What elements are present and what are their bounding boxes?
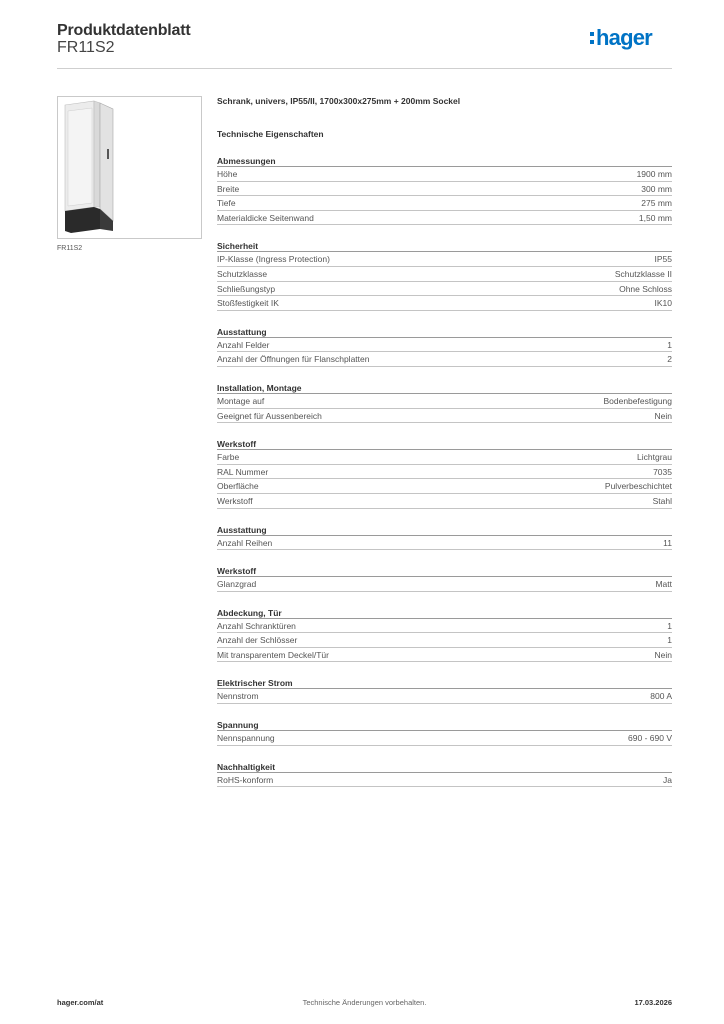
spec-group: [217, 719, 672, 746]
spec-row: [217, 773, 672, 788]
spec-label: Glanzgrad: [217, 579, 257, 590]
hager-logo: [590, 26, 672, 52]
spec-group: [217, 565, 672, 592]
spec-label: RAL Nummer: [217, 466, 269, 477]
spec-value: Matt: [655, 579, 672, 590]
spec-group: [217, 240, 672, 310]
spec-row: [217, 196, 672, 211]
spec-group-title: Werkstoff: [217, 438, 672, 450]
spec-row: [217, 394, 672, 409]
spec-group: [217, 524, 672, 551]
spec-group-title: Ausstattung: [217, 524, 672, 536]
spec-row: [217, 479, 672, 494]
header-divider: [57, 68, 672, 69]
spec-label: Mit transparentem Deckel/Tür: [217, 649, 329, 660]
spec-group: [217, 761, 672, 788]
spec-value: Stahl: [652, 495, 672, 506]
spec-row: [217, 465, 672, 480]
spec-value: 275 mm: [641, 198, 672, 209]
spec-value: Nein: [654, 410, 672, 421]
spec-group: [217, 438, 672, 508]
spec-group-title: Ausstattung: [217, 326, 672, 338]
spec-row: [217, 182, 672, 197]
spec-value: Ja: [663, 774, 672, 785]
spec-value: 1,50 mm: [638, 212, 672, 223]
spec-value: 1: [667, 339, 672, 350]
spec-label: Anzahl der Öffnungen für Flanschplatten: [217, 354, 370, 365]
spec-value: Lichtgrau: [637, 452, 672, 463]
spec-row: [217, 338, 672, 353]
spec-value: 1: [667, 620, 672, 631]
spec-label: Anzahl der Schlösser: [217, 635, 298, 646]
spec-row: [217, 267, 672, 282]
product-code: FR11S2: [57, 39, 115, 56]
spec-label: Nennspannung: [217, 733, 275, 744]
spec-value: 7035: [653, 466, 672, 477]
spec-row: [217, 167, 672, 182]
footer-website: hager.com/at: [57, 998, 104, 1007]
spec-label: Breite: [217, 183, 240, 194]
spec-group-title: Installation, Montage: [217, 382, 672, 394]
footer-date: 17.03.2026: [634, 998, 672, 1007]
spec-label: Anzahl Felder: [217, 339, 270, 350]
spec-value: 2: [667, 354, 672, 365]
spec-row: [217, 450, 672, 465]
spec-row: [217, 648, 672, 663]
technical-properties-heading: Technische Eigenschaften: [217, 129, 324, 139]
spec-label: RoHS-konform: [217, 774, 274, 785]
spec-value: IK10: [654, 298, 672, 309]
spec-group: [217, 607, 672, 663]
spec-group: [217, 677, 672, 704]
spec-value: 800 A: [650, 691, 672, 702]
spec-label: Höhe: [217, 169, 238, 179]
spec-label: Schutzklasse: [217, 268, 268, 279]
image-caption: FR11S2: [57, 245, 83, 252]
spec-label: Anzahl Reihen: [217, 537, 273, 548]
spec-value: Nein: [654, 649, 672, 660]
spec-label: Stoßfestigkeit IK: [217, 298, 279, 309]
spec-value: Ohne Schloss: [619, 283, 672, 294]
spec-row: [217, 536, 672, 551]
spec-group-title: Nachhaltigkeit: [217, 761, 672, 773]
spec-label: Schließungstyp: [217, 283, 276, 294]
spec-value: 11: [663, 537, 672, 548]
spec-group-title: Sicherheit: [217, 240, 672, 252]
spec-row: [217, 409, 672, 424]
page-footer: [57, 998, 672, 1010]
spec-row: [217, 689, 672, 704]
spec-value: 690 - 690 V: [628, 733, 672, 744]
spec-row: [217, 633, 672, 648]
spec-row: [217, 296, 672, 311]
spec-row: [217, 619, 672, 634]
logo-text: hager: [596, 26, 652, 50]
spec-label: Anzahl Schranktüren: [217, 620, 296, 631]
spec-group-title: Werkstoff: [217, 565, 672, 577]
spec-label: Materialdicke Seitenwand: [217, 212, 314, 223]
spec-row: [217, 577, 672, 592]
spec-value: 1: [667, 635, 672, 646]
spec-value: Pulverbeschichtet: [604, 481, 672, 492]
spec-value: 300 mm: [641, 183, 672, 194]
spec-group-title: Elektrischer Strom: [217, 677, 672, 689]
spec-row: [217, 282, 672, 297]
spec-label: Oberfläche: [217, 481, 259, 492]
spec-group: [217, 326, 672, 367]
spec-row: [217, 252, 672, 267]
spec-group-title: Abdeckung, Tür: [217, 607, 672, 619]
spec-value: IP55: [654, 254, 672, 265]
spec-group-title: Spannung: [217, 719, 672, 731]
spec-group: [217, 382, 672, 423]
spec-content: [217, 96, 672, 787]
spec-value: Schutzklasse II: [614, 268, 672, 279]
spec-label: Montage auf: [217, 395, 265, 406]
spec-label: Farbe: [217, 452, 240, 463]
footer-notice: Technische Änderungen vorbehalten.: [302, 998, 427, 1007]
spec-label: Werkstoff: [217, 495, 253, 506]
spec-row: [217, 211, 672, 226]
spec-label: Nennstrom: [217, 691, 259, 702]
spec-label: Geeignet für Aussenbereich: [217, 410, 322, 421]
document-title: Produktdatenblatt: [57, 22, 191, 39]
spec-label: IP-Klasse (Ingress Protection): [217, 254, 330, 265]
spec-groups: [217, 155, 672, 787]
spec-group-title: Abmessungen: [217, 155, 672, 167]
spec-label: Tiefe: [217, 198, 236, 209]
spec-row: [217, 352, 672, 367]
spec-row: [217, 731, 672, 746]
cabinet-illustration: [58, 97, 201, 238]
spec-row: [217, 494, 672, 509]
spec-value: 1900 mm: [636, 169, 672, 179]
product-image: [57, 96, 202, 239]
product-description: Schrank, univers, IP55/II, 1700x300x275mm + 200mm Sockel: [217, 96, 461, 106]
spec-group: [217, 155, 672, 225]
spec-value: Bodenbefestigung: [603, 395, 672, 406]
page-header: [57, 20, 672, 70]
